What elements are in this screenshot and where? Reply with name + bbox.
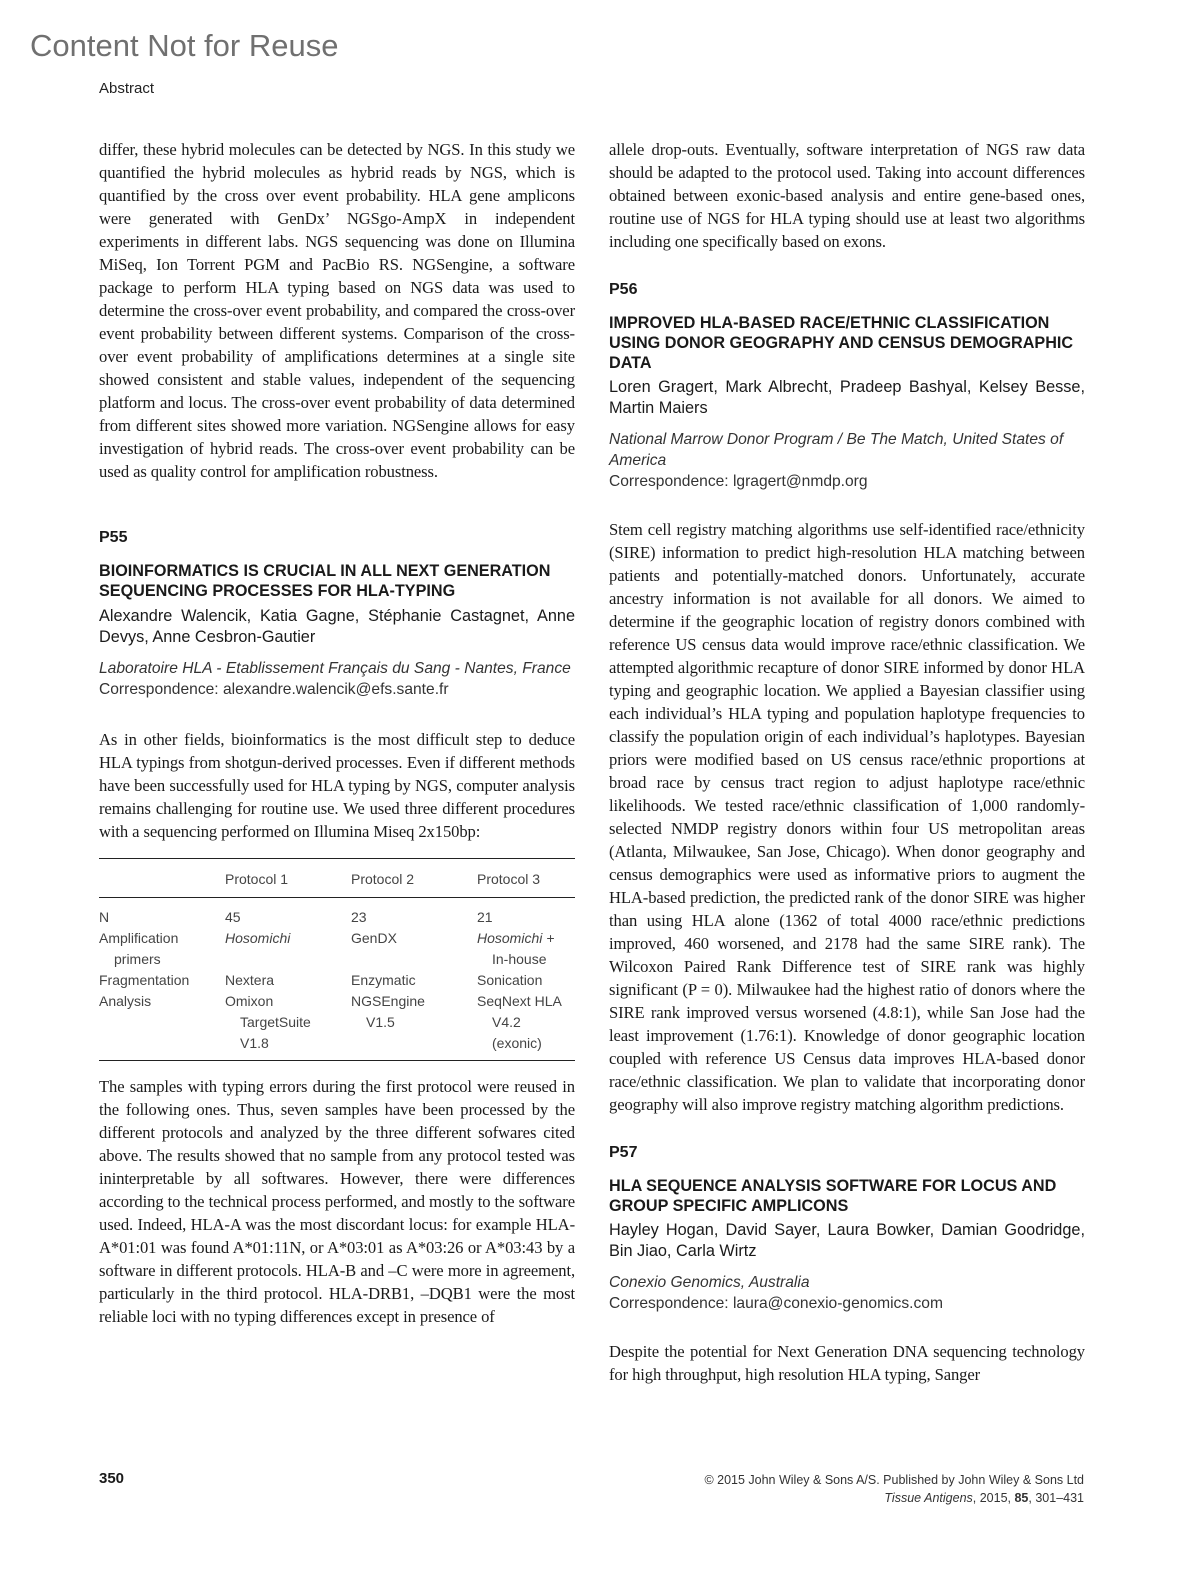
table-cell: 45 (225, 909, 241, 925)
journal-pages: , 301–431 (1028, 1491, 1084, 1505)
abstract-authors-p55: Alexandre Walencik, Katia Gagne, Stéphanie Castagnet, Anne Devys, Anne Cesbron-Gautier (99, 607, 575, 646)
copyright-line: © 2015 John Wiley & Sons A/S. Published by John Wiley & Sons Ltd (704, 1473, 1084, 1487)
journal-name: Tissue Antigens (884, 1491, 973, 1505)
abstract-id-p57: P57 (609, 1144, 638, 1161)
table-cell-line: In-house (492, 951, 547, 967)
table-row (99, 928, 575, 970)
abstract-authors-p57: Hayley Hogan, David Sayer, Laura Bowker, Damian Goodridge, Bin Jiao, Carla Wirtz (609, 1221, 1085, 1260)
table-cell: Analysis (99, 993, 152, 1009)
table-cell-line: TargetSuite (240, 1014, 311, 1030)
table-cell (477, 928, 575, 970)
abstract-body-p55-part2: The samples with typing errors during the first protocol were reused in the following ones. Thus, seven samples have been processed by the different protocols and analyzed by the three different sofwares cited above. The results showed that no sample from any protocol tested was ininterpretable by all softwares. However, there were differences according to the technical process performed, and mostly to the software used. Indeed, HLA-A was the most discordant locus: for example HLA-A*01:01 was found A*01:11N, or A*03:01 as A*03:26 or A*03:43 by a software in different protocols. HLA-B and –C were more in agreement, particularly in the third protocol. HLA-DRB1, –DQB1 were the most reliable loci with no typing differences except in presence of (99, 1077, 575, 1326)
table-cell: 21 (477, 909, 493, 925)
table-cell: Sonication (477, 972, 543, 988)
abstract-title-p55: BIOINFORMATICS IS CRUCIAL IN ALL NEXT GENERATION SEQUENCING PROCESSES FOR HLA-TYPING (99, 562, 551, 600)
abstract-title-p56: IMPROVED HLA-BASED RACE/ETHNIC CLASSIFICATION USING DONOR GEOGRAPHY AND CENSUS DEMOGRAPHIC DATA (609, 314, 1074, 372)
journal-line (704, 1489, 1084, 1507)
section-label: Abstract (99, 80, 155, 97)
table-cell-line: V1.8 (240, 1035, 269, 1051)
table-cell-line: (exonic) (492, 1035, 542, 1051)
abstract-title-p57: HLA SEQUENCE ANALYSIS SOFTWARE FOR LOCUS AND GROUP SPECIFIC AMPLICONS (609, 1177, 1057, 1215)
table-cell-line: SeqNext HLA (477, 993, 562, 1009)
table-cell-line: V4.2 (492, 1014, 521, 1030)
abstract-body-p56: Stem cell registry matching algorithms use self-identified race/ethnicity (SIRE) information to predict high-resolution HLA matching between patients and potentially-matched donors. Unfortunately, accurate ancestry information is not available for all donors. We aimed to determine if the geographic location of registry donors combined with reference US census data would improve race/ethnic classification. We attempted algorithmic recapture of donor SIRE informed by donor HLA typing and geographic location. We applied a Bayesian classifier using each individual’s HLA typing and population haplotype frequencies to classify the population origin of each individual’s haplotypes. Bayesian priors were modified based on US census race/ethnic proportions at broad race by census tract region to adjust haplotype race/ethnic likelihoods. We tested race/ethnic classification of 1,000 randomly-selected NMDP registry donors within four US metropolitan areas (Atlanta, Milwaukee, San Jose, Chicago). When donor geography and census demographics were used as informative priors to augment the HLA-based prediction, the predicted rank of the donor SIRE was higher than using HLA alone (1362 of total 4000 race/ethnic predictions improved, 460 worsened, and 2178 had the same SIRE rank). The Wilcoxon Paired Rank Difference test of SIRE rank was highly significant (P = 0). Milwaukee had the highest ratio of donors where the SIRE rank improved versus worsened (4.8:1), while San Jose had the least improvement (1.76:1). Knowledge of donor geographic location coupled with reference US Census data improves HLA-based donor race/ethnic classification. We plan to validate that incorporating donor geography will also improve registry matching algorithm predictions. (609, 520, 1085, 1114)
table-header: Protocol 3 (477, 859, 575, 898)
table-cell (351, 991, 477, 1061)
abstract-body-p57: Despite the potential for Next Generation DNA sequencing technology for high throughput, high resolution HLA typing, Sanger (609, 1342, 1085, 1384)
table-header: Protocol 1 (225, 859, 351, 898)
table-cell (99, 928, 225, 970)
table-cell: GenDX (351, 930, 397, 946)
table-cell: Enzymatic (351, 972, 416, 988)
table-cell-line: Omixon (225, 993, 274, 1009)
table-row (99, 970, 575, 991)
right-column (609, 138, 1085, 1386)
continued-abstract-text-p55: allele drop-outs. Eventually, software interpretation of NGS raw data should be adapted to the protocol used. Taking into account differences obtained between exonic-based analysis and entire gene-based ones, routine use of NGS for HLA typing should use at least two algorithms including one specifically based on exons. (609, 140, 1085, 251)
abstract-id-p56: P56 (609, 281, 638, 298)
table-cell-line: primers (114, 951, 161, 967)
abstract-correspondence-p55: Correspondence: alexandre.walencik@efs.sante.fr (99, 681, 449, 698)
continued-abstract-text: differ, these hybrid molecules can be detected by NGS. In this study we quantified the hybrid molecules as hybrid reads by NGS, which is quantified by the cross over event probability. HLA gene amplicons were generated with GenDx’ NGSgo-AmpX in independent experiments in different labs. NGS sequencing was done on Illumina MiSeq, Ion Torrent PGM and PacBio RS. NGSengine, a software package to perform HLA typing based on NGS data was used to determine the cross-over event probability, and compared the cross-over event probability between different systems. Comparison of the cross-over event probability of amplifications determines at a single site showed consistent and stable values, independent of the sequencing platform and locus. The cross-over event probability of data determined from different sites showed more variation. NGSengine allows for easy investigation of hybrid reads. The cross-over event probability can be used as quality control for amplification robustness. (99, 140, 575, 481)
table-cell (225, 991, 351, 1061)
journal-year: , 2015, (972, 1491, 1015, 1505)
abstract-id-p55: P55 (99, 529, 128, 546)
table-cell-line: V1.5 (366, 1014, 395, 1030)
abstract-authors-p56: Loren Gragert, Mark Albrecht, Pradeep Bashyal, Kelsey Besse, Martin Maiers (609, 378, 1085, 417)
table-cell: N (99, 909, 110, 925)
footer-citation (704, 1471, 1084, 1507)
table-header-row (99, 859, 575, 898)
table-cell (477, 991, 575, 1061)
table-cell-line: Hosomichi + (477, 930, 555, 946)
watermark: Content Not for Reuse (30, 28, 339, 63)
table-cell: Hosomichi (225, 930, 291, 946)
table-row (99, 898, 575, 929)
table-header (99, 859, 225, 898)
table-cell: 23 (351, 909, 367, 925)
table-cell-line: NGSEngine (351, 993, 425, 1009)
page-number: 350 (99, 1470, 125, 1487)
abstract-correspondence-p57: Correspondence: laura@conexio-genomics.com (609, 1295, 943, 1312)
protocol-table (99, 858, 575, 1061)
table-header: Protocol 2 (351, 859, 477, 898)
table-cell: Nextera (225, 972, 275, 988)
table-cell-line: Amplification (99, 930, 179, 946)
journal-volume: 85 (1014, 1491, 1029, 1505)
abstract-affiliation-p56: National Marrow Donor Program / Be The Match, United States of America (609, 431, 1064, 469)
table-row (99, 991, 575, 1061)
abstract-body-p55-part1: As in other fields, bioinformatics is the most difficult step to deduce HLA typings from shotgun-derived processes. Even if different methods have been successfully used for HLA typing by NGS, computer analysis remains challenging for routine use. We used three different procedures with a sequencing performed on Illumina Miseq 2x150bp: (99, 730, 575, 841)
abstract-correspondence-p56: Correspondence: lgragert@nmdp.org (609, 473, 868, 490)
abstract-affiliation-p55: Laboratoire HLA - Etablissement Français du Sang - Nantes, France (99, 660, 571, 677)
table-cell: Fragmentation (99, 972, 190, 988)
left-column (99, 138, 575, 1328)
abstract-affiliation-p57: Conexio Genomics, Australia (609, 1274, 810, 1291)
